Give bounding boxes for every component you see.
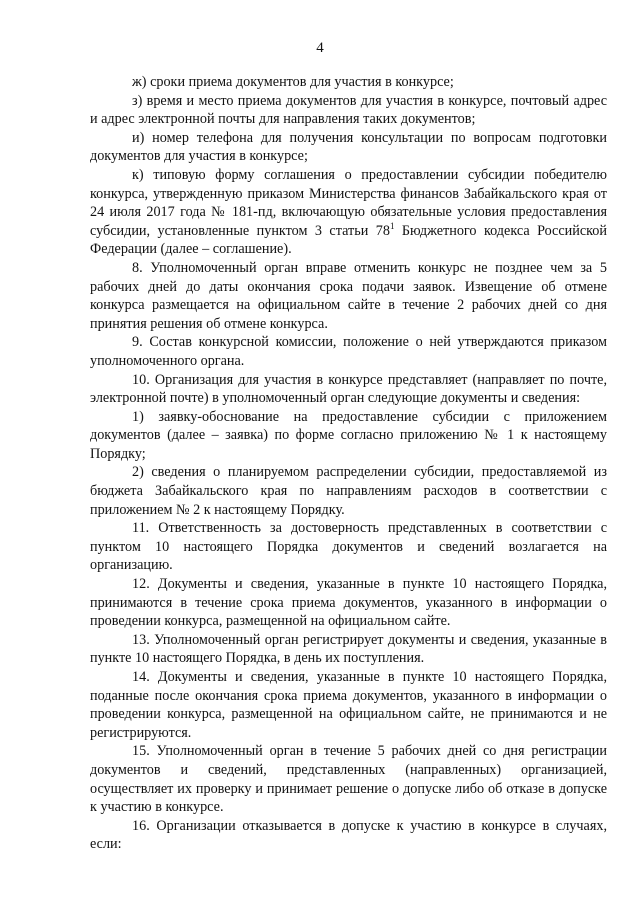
paragraph-11: 11. Ответственность за достоверность представленных в соответствии с пунктом 10 настоящего Порядка документов и сведений возлагается на организацию.: [90, 520, 607, 574]
page-number: 4: [316, 40, 324, 56]
paragraph-k-text: к) типовую форму соглашения о предоставлении субсидии победителю конкурса, утвержденную приказом Министерства финансов Забайкальского края от 24 июля 2017 года № 181-пд, включающую обязательные условия предоставления субсидии, установленные пунктом 3 статьи 78: [90, 166, 607, 239]
paragraph-i: и) номер телефона для получения консультации по вопросам подготовки документов для участия в конкурсе;: [90, 129, 607, 165]
paragraph-10-1: 1) заявку-обоснование на предоставление субсидии с приложением документов (далее – заявка) по форме согласно приложению № 1 к настоящему Порядку;: [90, 408, 607, 462]
paragraph-12: 12. Документы и сведения, указанные в пункте 10 настоящего Порядка, принимаются в течение срока приема документов, указанного в информации о проведении конкурса, размещенной на официальном сайте.: [90, 576, 607, 630]
paragraph-k: [90, 166, 607, 259]
paragraph-z: з) время и место приема документов для участия в конкурсе, почтовый адрес и адрес электронной почты для направления таких документов;: [90, 92, 607, 128]
paragraph-k-tail: Бюджетного кодекса Российской Федерации (далее – соглашение).: [90, 222, 607, 258]
document-body: [90, 73, 607, 854]
paragraph-8: 8. Уполномоченный орган вправе отменить конкурс не позднее чем за 5 рабочих дней до даты окончания срока подачи заявок. Извещение об отмене конкурса размещается на официальном сайте в течение 2 рабочих дней со дня принятия решения об отмене конкурса.: [90, 259, 607, 332]
paragraph-16: 16. Организации отказывается в допуске к участию в конкурсе в случаях, если:: [90, 817, 607, 853]
paragraph-10: 10. Организация для участия в конкурсе представляет (направляет по почте, электронной почте) в уполномоченный орган следующие документы и сведения:: [90, 371, 607, 407]
paragraph-13: 13. Уполномоченный орган регистрирует документы и сведения, указанные в пункте 10 настоящего Порядка, в день их поступления.: [90, 631, 607, 667]
paragraph-zh: ж) сроки приема документов для участия в конкурсе;: [132, 74, 454, 90]
paragraph-9: 9. Состав конкурсной комиссии, положение о ней утверждаются приказом уполномоченного органа.: [90, 334, 607, 369]
article-superscript: 1: [389, 220, 395, 231]
paragraph-15: 15. Уполномоченный орган в течение 5 рабочих дней со дня регистрации документов и сведений, представленных (направленных) организацией, осуществляет их проверку и принимает решение о допуске либо об отказе в допуске к участию в конкурсе.: [90, 743, 607, 816]
paragraph-14: 14. Документы и сведения, указанные в пункте 10 настоящего Порядка, поданные после окончания срока приема документов, указанного в информации о проведении конкурса, размещенной на официальном сайте, не принимаются и не регистрируются.: [90, 669, 607, 741]
paragraph-10-2: 2) сведения о планируемом распределении субсидии, предоставляемой из бюджета Забайкальского края по направлениям расходов в соответствии с приложением № 2 к настоящему Порядку.: [90, 464, 607, 518]
